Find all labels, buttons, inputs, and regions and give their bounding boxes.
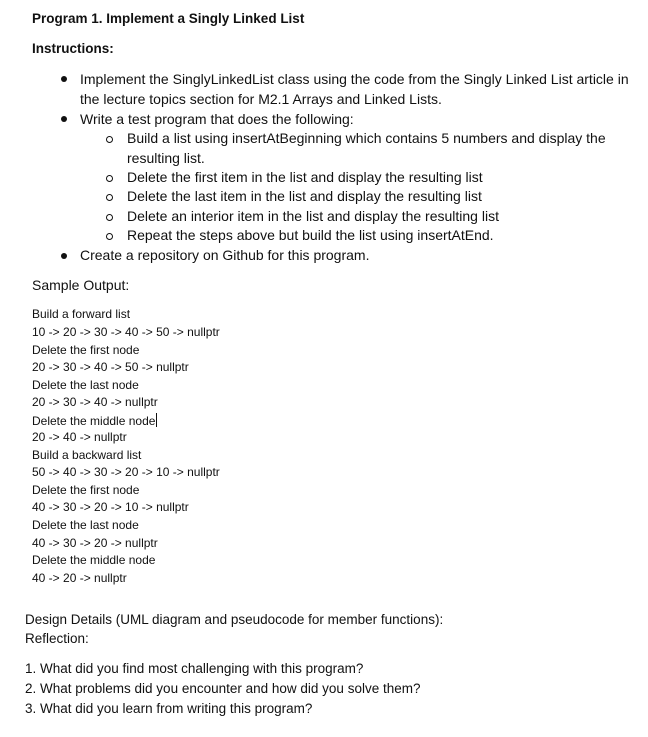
sub-bullet-1-line-2: resulting list. xyxy=(127,150,205,166)
output-line: Delete the middle node xyxy=(32,553,156,567)
sub-bullet-1-line-1: Build a list using insertAtBeginning which contains 5 numbers and display the xyxy=(127,130,606,146)
output-line: Build a backward list xyxy=(32,448,142,462)
output-line: 40 -> 20 -> nullptr xyxy=(32,571,127,585)
circle-bullet-icon xyxy=(106,175,113,182)
output-line-text: Delete the middle node xyxy=(32,414,156,428)
document-title: Program 1. Implement a Singly Linked List xyxy=(32,11,305,26)
output-line-with-cursor xyxy=(32,413,157,428)
reflection-question: 3. What did you learn from writing this program? xyxy=(25,701,313,716)
bullet-2-line-1: Write a test program that does the following: xyxy=(80,111,354,127)
output-line: 20 -> 30 -> 40 -> nullptr xyxy=(32,395,158,409)
bullet-1-line-2: the lecture topics section for M2.1 Arrays and Linked Lists. xyxy=(80,91,442,107)
bullet-icon xyxy=(61,116,67,122)
circle-bullet-icon xyxy=(106,233,113,240)
circle-bullet-icon xyxy=(106,136,113,143)
reflection-heading: Reflection: xyxy=(25,631,89,646)
output-line: 40 -> 30 -> 20 -> 10 -> nullptr xyxy=(32,500,189,514)
text-cursor xyxy=(156,413,157,427)
output-line: 20 -> 40 -> nullptr xyxy=(32,430,127,444)
output-line: 50 -> 40 -> 30 -> 20 -> 10 -> nullptr xyxy=(32,465,220,479)
bullet-icon xyxy=(61,76,67,82)
sub-bullet-3: Delete the last item in the list and display the resulting list xyxy=(127,188,482,204)
bullet-3-line-1: Create a repository on Github for this program. xyxy=(80,247,370,263)
design-details-heading: Design Details (UML diagram and pseudocode for member functions): xyxy=(25,612,444,627)
circle-bullet-icon xyxy=(106,214,113,221)
bullet-icon xyxy=(61,253,67,259)
sample-output-heading: Sample Output: xyxy=(32,277,130,293)
output-line: 10 -> 20 -> 30 -> 40 -> 50 -> nullptr xyxy=(32,325,220,339)
sub-bullet-2: Delete the first item in the list and display the resulting list xyxy=(127,169,483,185)
sub-bullet-4: Delete an interior item in the list and display the resulting list xyxy=(127,208,499,224)
circle-bullet-icon xyxy=(106,194,113,201)
bullet-1-line-1: Implement the SinglyLinkedList class using the code from the Singly Linked List article in xyxy=(80,71,629,87)
output-line: 20 -> 30 -> 40 -> 50 -> nullptr xyxy=(32,360,189,374)
output-line: Delete the last node xyxy=(32,378,139,392)
sub-bullet-5: Repeat the steps above but build the list using insertAtEnd. xyxy=(127,227,494,243)
output-line: Delete the last node xyxy=(32,518,139,532)
output-line: Delete the first node xyxy=(32,343,140,357)
output-line: 40 -> 30 -> 20 -> nullptr xyxy=(32,536,158,550)
reflection-question: 1. What did you find most challenging with this program? xyxy=(25,661,364,676)
output-line: Delete the first node xyxy=(32,483,140,497)
output-line: Build a forward list xyxy=(32,307,131,321)
reflection-question: 2. What problems did you encounter and how did you solve them? xyxy=(25,681,421,696)
instructions-heading: Instructions: xyxy=(32,41,114,56)
